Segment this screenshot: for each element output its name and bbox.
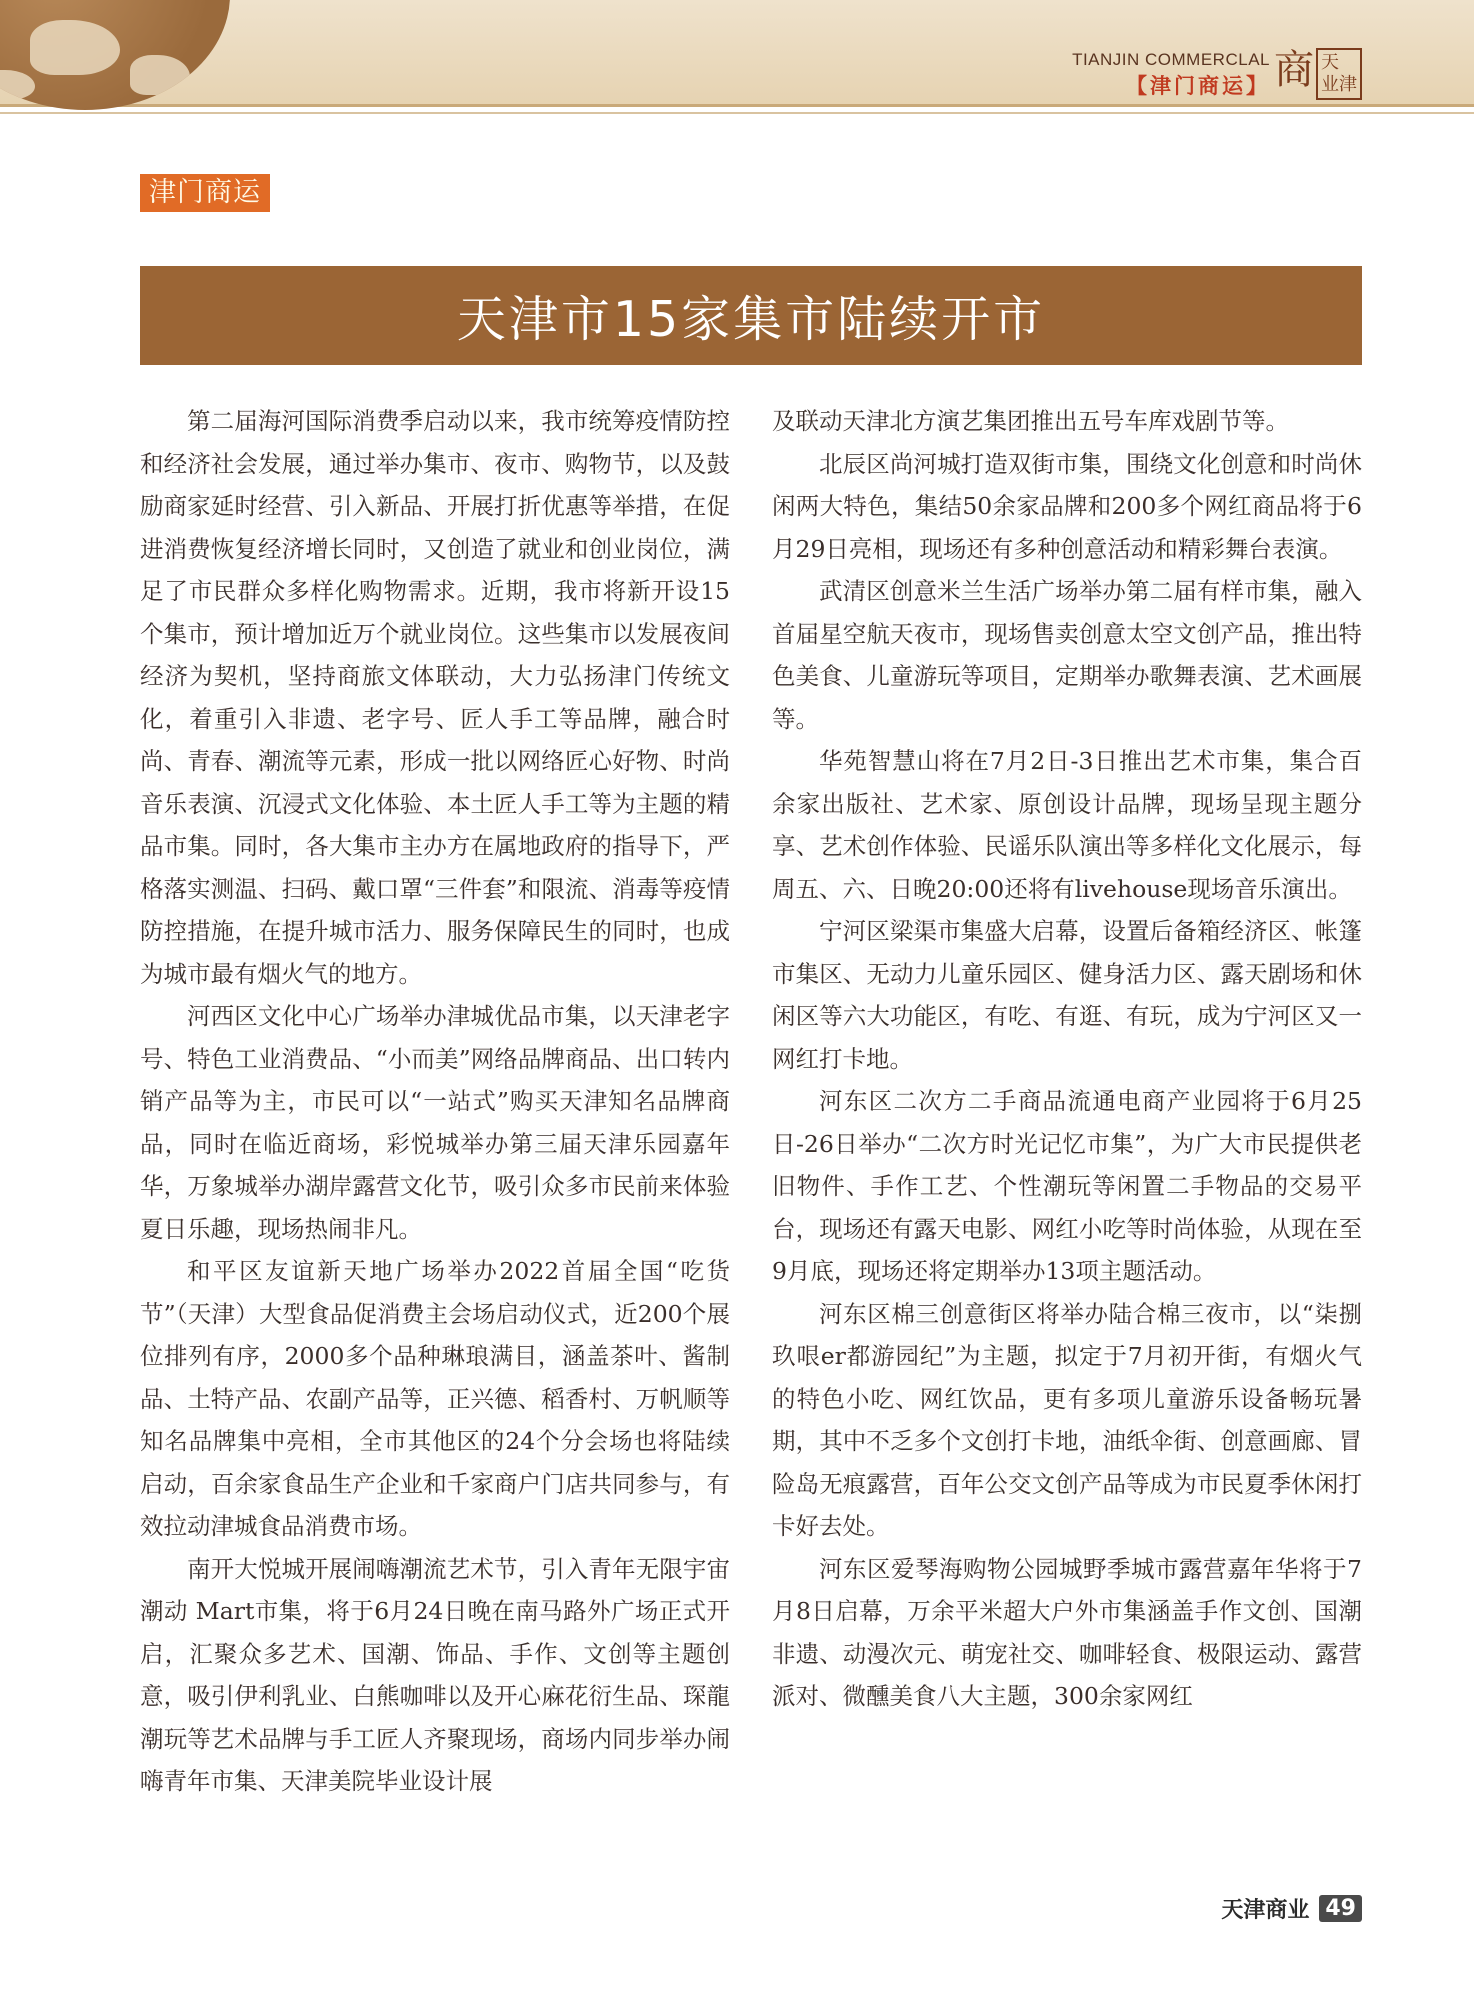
footer-magazine-name: 天津商业 [1221, 1898, 1310, 1923]
page-footer [1221, 1893, 1362, 1924]
paragraph: 河东区棉三创意街区将举办陆合棉三夜市，以“柒捌玖哏er都游园纪”为主题，拟定于7月初开街，有烟火气的特色小吃、网红饮品，更有多项儿童游乐设备畅玩暑期，其中不乏多个文创打卡地，油纸伞街、创意画廊、冒险岛无痕露营，百年公交文创产品等成为市民夏季休闲打卡好去处。 [772, 1299, 1362, 1540]
paragraph: 宁河区梁渠市集盛大启幕，设置后备箱经济区、帐篷市集区、无动力儿童乐园区、健身活力区、露天剧场和休闲区等六大功能区，有吃、有逛、有玩，成为宁河区又一网红打卡地。 [772, 917, 1362, 1073]
paragraph-continued: 及联动天津北方演艺集团推出五号车库戏剧节等。 [772, 407, 1289, 435]
magazine-name-en: TIANJIN COMMERCLAL [1072, 50, 1270, 69]
page-number: 49 [1319, 1895, 1362, 1922]
paragraph: 南开大悦城开展闹嗨潮流艺术节，引入青年无限宇宙潮动 Mart市集，将于6月24日晚在南马路外广场正式开启，汇聚众多艺术、国潮、饰品、手作、文创等主题创意，吸引伊利乳业、白熊咖啡以及开心麻花衍生品、琛龍潮玩等艺术品牌与手工匠人齐聚现场，商场内同步举办闹嗨青年市集、天津美院毕业设计展 [140, 1554, 730, 1795]
paragraph: 北辰区尚河城打造双街市集，围绕文化创意和时尚休闲两大特色，集结50余家品牌和200多个网红商品将于6月29日亮相，现场还有多种创意活动和精彩舞台表演。 [772, 449, 1362, 563]
header-divider [0, 112, 1474, 114]
magazine-logo: 商 天 业津 [1274, 44, 1362, 100]
article-title: 天津市15家集市陆续开市 [456, 290, 1046, 348]
magazine-header [1072, 44, 1362, 100]
left-column [140, 400, 730, 1803]
right-column [772, 400, 1362, 1718]
paragraph: 武清区创意米兰生活广场举办第二届有样市集，融入首届星空航天夜市，现场售卖创意太空文创产品，推出特色美食、儿童游玩等项目，定期举办歌舞表演、艺术画展等。 [772, 577, 1362, 733]
paragraph: 和平区友谊新天地广场举办2022首届全国“吃货节”（天津）大型食品促消费主会场启动仪式，近200个展位排列有序，2000多个品种琳琅满目，涵盖茶叶、酱制品、土特产品、农副产品等，正兴德、稻香村、万帆顺等知名品牌集中亮相，全市其他区的24个分会场也将陆续启动，百余家食品生产企业和千家商户门店共同参与，有效拉动津城食品消费市场。 [140, 1257, 730, 1540]
paragraph: 河西区文化中心广场举办津城优品市集，以天津老字号、特色工业消费品、“小而美”网络品牌商品、出口转内销产品等为主，市民可以“一站式”购买天津知名品牌商品，同时在临近商场，彩悦城举办第三届天津乐园嘉年华，万象城举办湖岸露营文化节，吸引众多市民前来体验夏日乐趣，现场热闹非凡。 [140, 1002, 730, 1243]
header-band [0, 0, 1474, 107]
paragraph: 第二届海河国际消费季启动以来，我市统筹疫情防控和经济社会发展，通过举办集市、夜市、购物节，以及鼓励商家延时经营、引入新品、开展打折优惠等举措，在促进消费恢复经济增长同时，又创造了就业和创业岗位，满足了市民群众多样化购物需求。近期，我市将新开设15个集市，预计增加近万个就业岗位。这些集市以发展夜间经济为契机，坚持商旅文体联动，大力弘扬津门传统文化，着重引入非遗、老字号、匠人手工等品牌，融合时尚、青春、潮流等元素，形成一批以网络匠心好物、时尚音乐表演、沉浸式文化体验、本土匠人手工等为主题的精品市集。同时，各大集市主办方在属地政府的指导下，严格落实测温、扫码、戴口罩“三件套”和限流、消毒等疫情防控措施，在提升城市活力、服务保障民生的同时，也成为城市最有烟火气的地方。 [140, 407, 730, 988]
paragraph: 河东区二次方二手商品流通电商产业园将于6月25日-26日举办“二次方时光记忆市集”，为广大市民提供老旧物件、手作工艺、个性潮玩等闲置二手物品的交易平台，现场还有露天电影、网红小吃等时尚体验，从现在至9月底，现场还将定期举办13项主题活动。 [772, 1087, 1362, 1285]
paragraph: 河东区爱琴海购物公园城野季城市露营嘉年华将于7月8日启幕，万余平米超大户外市集涵盖手作文创、国潮非遗、动漫次元、萌宠社交、咖啡轻食、极限运动、露营派对、微醺美食八大主题，300余家网红 [772, 1554, 1362, 1710]
title-bar [140, 266, 1362, 365]
globe-decoration [0, 0, 230, 110]
paragraph: 华苑智慧山将在7月2日-3日推出艺术市集，集合百余家出版社、艺术家、原创设计品牌，现场呈现主题分享、艺术创作体验、民谣乐队演出等多样化文化展示，每周五、六、日晚20:00还将有livehouse现场音乐演出。 [772, 747, 1362, 903]
section-tag: 津门商运 [140, 174, 270, 212]
column-name-cn: 【津门商运】 [1126, 74, 1270, 98]
